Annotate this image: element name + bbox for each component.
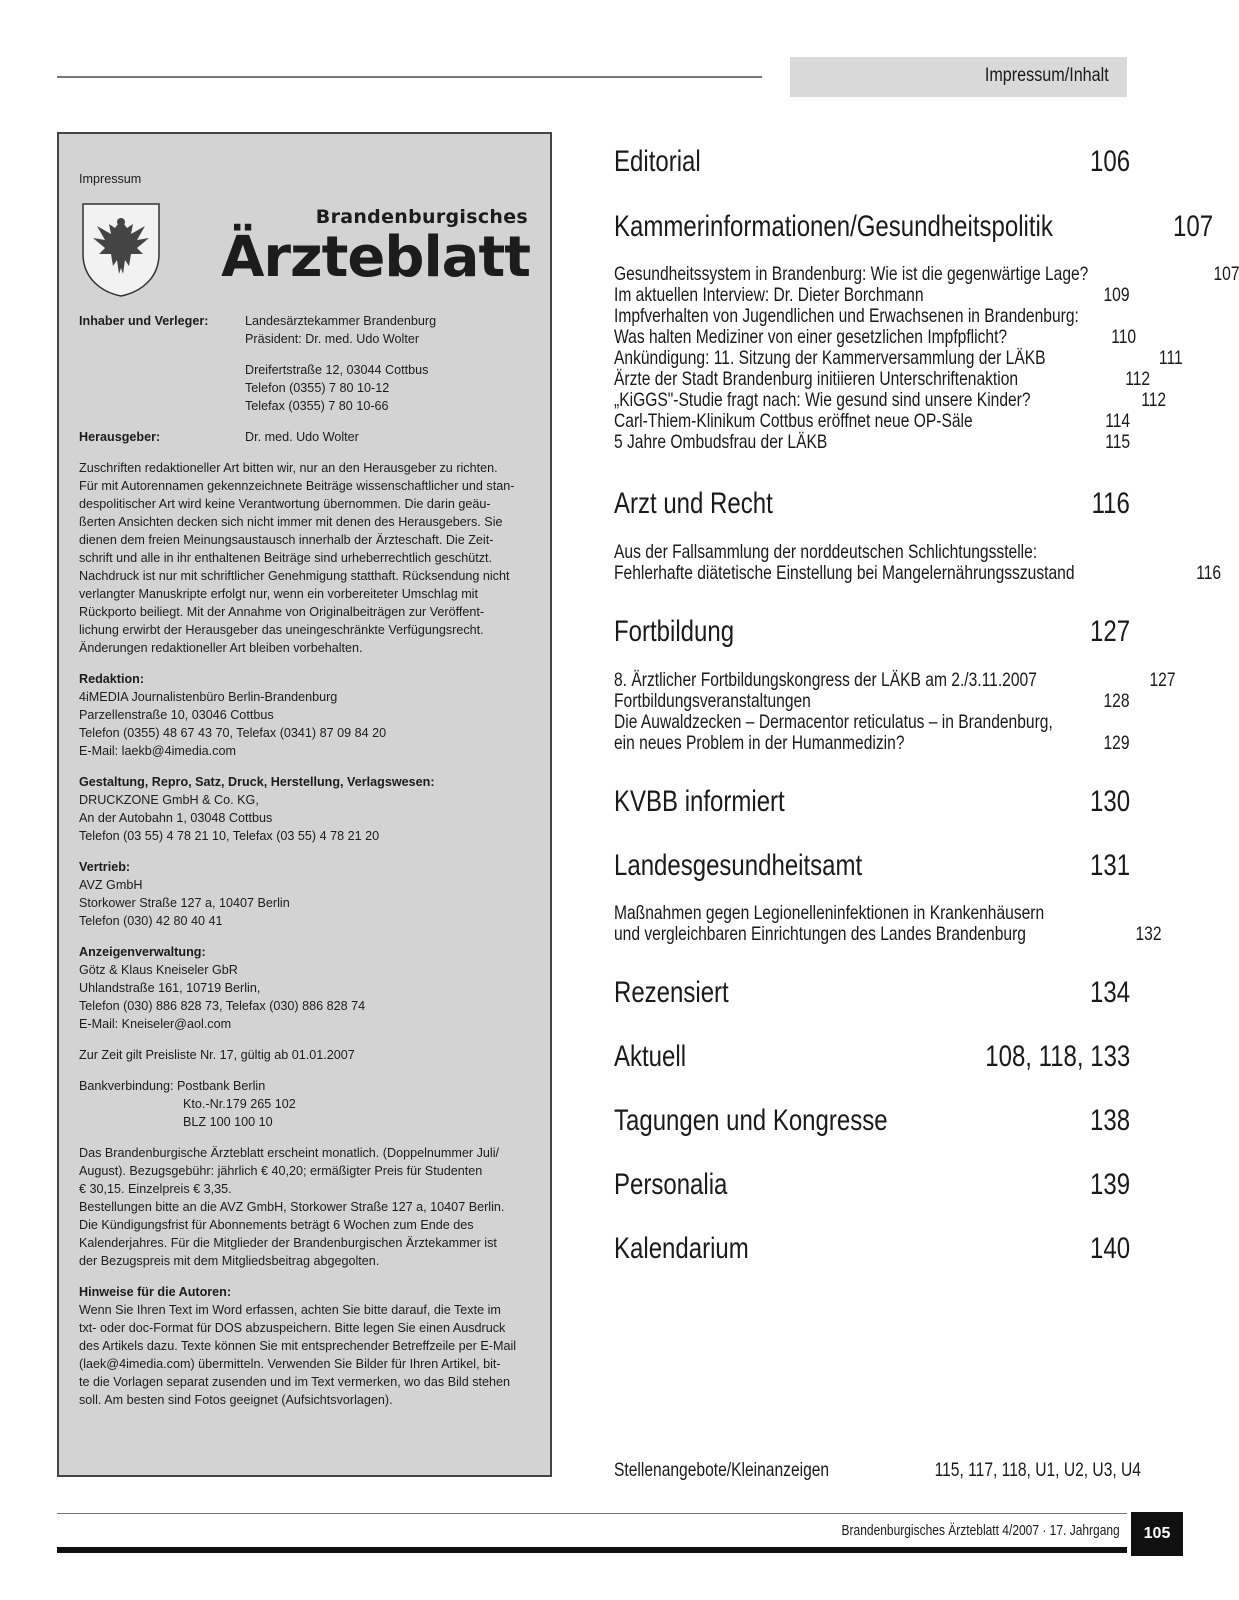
author-notes-line: te die Vorlagen separat zusenden und im Text vermerken, wo das Bild stehen	[79, 1375, 511, 1389]
author-notes-line: Wenn Sie Ihren Text im Word erfassen, achten Sie bitte darauf, die Texte im	[79, 1303, 501, 1317]
disclaimer-line: Für mit Autorennamen gekennzeichnete Beiträge wissenschaftlicher und stan-	[79, 479, 515, 493]
footer-rule	[57, 1513, 1127, 1514]
toc-item[interactable]	[614, 263, 1239, 285]
bank-details	[79, 1077, 530, 1131]
toc-item[interactable]	[614, 411, 1130, 432]
toc-item-page: 107	[1213, 263, 1239, 285]
disclaimer-line: Rückporto beiliegt. Mit der Annahme von Originalbeiträgen zur Veröffent-	[79, 605, 485, 619]
address-line: Telefon (0355) 7 80 10-12	[245, 381, 390, 395]
toc-item-title: Stellenangebote/Kleinanzeigen	[614, 1459, 830, 1481]
ads-line: Uhlandstraße 161, 10719 Berlin,	[79, 981, 261, 995]
toc-section-page: 108, 118, 133	[984, 1040, 1130, 1073]
address-line: Telefax (0355) 7 80 10-66	[245, 399, 389, 413]
toc-item[interactable]	[614, 347, 1184, 369]
toc-item[interactable]	[614, 669, 1176, 691]
toc-item-title: Was halten Mediziner von einer gesetzlichen Impfpflicht?	[614, 326, 1008, 348]
toc-item-page: 116	[1195, 562, 1221, 584]
production-contact	[79, 773, 530, 845]
toc-item[interactable]	[614, 368, 1151, 390]
distribution-contact	[79, 858, 530, 930]
author-notes-line: soll. Am besten sind Fotos geeignet (Aufsichtsvorlagen).	[79, 1393, 393, 1407]
toc-section-page: 127	[1089, 615, 1130, 648]
toc-item[interactable]	[614, 562, 1221, 584]
toc-item-title: ein neues Problem in der Humanmedizin?	[614, 732, 905, 754]
toc-item-page: 111	[1159, 347, 1184, 369]
author-notes-line: des Artikels dazu. Texte können Sie mit entsprechender Betreffzeile per E-Mail	[79, 1339, 517, 1353]
toc-item-page: 127	[1149, 669, 1176, 691]
toc-item-page: 112	[1140, 389, 1166, 411]
distribution-heading: Vertrieb:	[79, 860, 131, 874]
toc-item[interactable]	[614, 285, 1130, 306]
owner-block	[79, 312, 530, 348]
toc-section-page: 140	[1089, 1232, 1130, 1265]
subscription-paragraph	[79, 1144, 530, 1270]
toc-item-title: 5 Jahre Ombudsfrau der LÄKB	[614, 431, 828, 453]
toc-item[interactable]	[614, 432, 1130, 453]
distribution-line: AVZ GmbH	[79, 878, 143, 892]
masthead-subtitle: Brandenburgisches	[315, 206, 528, 228]
author-notes-heading: Hinweise für die Autoren:	[79, 1285, 232, 1299]
toc-item-page: 129	[1103, 732, 1130, 754]
toc-section-title: Personalia	[614, 1168, 728, 1201]
disclaimer-line: Nachdruck ist nur mit schriftlicher Genehmigung statthaft. Rücksendung nicht	[79, 569, 510, 583]
toc-item-title: Fehlerhafte diätetische Einstellung bei Mangelernährungsszustand	[614, 562, 1075, 584]
disclaimer-line: lichung erwirbt der Herausgeber das uneingeschränkte Verfügungsrecht.	[79, 623, 484, 637]
editorial-email: E-Mail: laekb@4imedia.com	[79, 744, 236, 758]
toc-item-page: 109	[1103, 284, 1130, 306]
toc-section-page: 139	[1089, 1168, 1130, 1201]
production-line: DRUCKZONE GmbH & Co. KG,	[79, 793, 259, 807]
publisher-value: Dr. med. Udo Wolter	[245, 430, 359, 444]
toc-item[interactable]	[614, 306, 1130, 327]
toc-section-page: 116	[1091, 487, 1130, 520]
toc-item[interactable]	[614, 923, 1162, 945]
top-rule	[57, 76, 762, 78]
toc-section-page: 106	[1089, 145, 1130, 178]
owner-line: Präsident: Dr. med. Udo Wolter	[245, 332, 420, 346]
bank-label: Bankverbindung: Postbank Berlin	[79, 1079, 266, 1093]
publisher-key: Herausgeber:	[79, 430, 161, 444]
owner-key: Inhaber und Verleger:	[79, 314, 209, 328]
editorial-line: 4iMEDIA Journalistenbüro Berlin-Brandenburg	[79, 690, 338, 704]
disclaimer-line: schrift und alle in ihr enthaltenen Beiträge sind urheberrechtlich geschützt.	[79, 551, 493, 565]
toc-item-page: 132	[1135, 923, 1162, 945]
toc-section-title: Rezensiert	[614, 976, 729, 1009]
toc-item-page: 115	[1105, 431, 1130, 453]
subscription-line: Kalenderjahres. Für die Mitglieder der Brandenburgischen Ärztekammer ist	[79, 1236, 497, 1250]
toc-section-page: 107	[1172, 210, 1213, 243]
toc-section-aktuell[interactable]	[614, 1040, 1130, 1074]
disclaimer-line: despolitischer Art wird keine Verantwortung übernommen. Die darin geäu-	[79, 497, 491, 511]
toc-item-page: 115, 117, 118, U1, U2, U3, U4	[934, 1459, 1141, 1481]
toc-classifieds[interactable]	[614, 1459, 1141, 1481]
toc-item-title: Impfverhalten von Jugendlichen und Erwachsenen in Brandenburg:	[614, 305, 1079, 327]
toc-item-page: 114	[1105, 410, 1130, 432]
toc-section-lga[interactable]	[614, 849, 1130, 883]
production-heading: Gestaltung, Repro, Satz, Druck, Herstellung, Verlagswesen:	[79, 775, 435, 789]
disclaimer-line: Zuschriften redaktioneller Art bitten wir, nur an den Herausgeber zu richten.	[79, 461, 498, 475]
toc-section-personalia[interactable]	[614, 1168, 1130, 1202]
owner-line: Landesärztekammer Brandenburg	[245, 314, 437, 328]
subscription-line: Die Kündigungsfrist für Abonnements beträgt 6 Wochen zum Ende des	[79, 1218, 474, 1232]
bank-account: Kto.-Nr.179 265 102	[183, 1097, 296, 1111]
ads-line: Götz & Klaus Kneiseler GbR	[79, 963, 238, 977]
toc-item[interactable]	[614, 389, 1166, 411]
toc-item[interactable]	[614, 326, 1137, 348]
toc-item[interactable]	[614, 712, 1130, 733]
coat-of-arms-icon	[81, 202, 161, 298]
distribution-line: Storkower Straße 127 a, 10407 Berlin	[79, 896, 290, 910]
toc-section-kalendarium[interactable]	[614, 1232, 1130, 1266]
toc-section-editorial[interactable]	[614, 145, 1130, 179]
toc-item-title: Ankündigung: 11. Sitzung der Kammerversammlung der LÄKB	[614, 347, 1046, 369]
toc-section-rezensiert[interactable]	[614, 976, 1130, 1010]
toc-section-kvbb[interactable]	[614, 785, 1130, 819]
disclaimer-line: Änderungen redaktioneller Art bleiben vorbehalten.	[79, 641, 363, 655]
page-number: 105	[1131, 1512, 1183, 1556]
bank-blz: BLZ 100 100 10	[183, 1115, 273, 1129]
subscription-line: der Bezugspreis mit dem Mitgliedsbeitrag abgegolten.	[79, 1254, 380, 1268]
toc-section-title: Landesgesundheitsamt	[614, 849, 863, 882]
toc-section-kammer[interactable]	[614, 210, 1213, 244]
toc-item-title: Fortbildungsveranstaltungen	[614, 690, 811, 712]
impressum-box	[57, 132, 552, 1477]
toc-item[interactable]	[614, 733, 1130, 754]
toc-section-recht[interactable]	[614, 487, 1130, 521]
production-line: Telefon (03 55) 4 78 21 10, Telefax (03 55) 4 78 21 20	[79, 829, 380, 843]
ads-heading: Anzeigenverwaltung:	[79, 945, 206, 959]
subscription-line: Bestellungen bitte an die AVZ GmbH, Storkower Straße 127 a, 10407 Berlin.	[79, 1200, 505, 1214]
address-line: Dreifertstraße 12, 03044 Cottbus	[245, 363, 429, 377]
toc-item-title: Carl-Thiem-Klinikum Cottbus eröffnet neue OP-Säle	[614, 410, 973, 432]
ads-email: E-Mail: Kneiseler@aol.com	[79, 1017, 232, 1031]
pricelist-note: Zur Zeit gilt Preisliste Nr. 17, gültig ab 01.01.2007	[79, 1048, 355, 1062]
toc-item-page: 128	[1103, 690, 1130, 712]
toc-section-page: 138	[1089, 1104, 1130, 1137]
toc-section-tagungen[interactable]	[614, 1104, 1130, 1138]
masthead	[79, 202, 530, 312]
masthead-title: Ärzteblatt	[221, 225, 530, 290]
toc-section-title: Kalendarium	[614, 1232, 749, 1265]
toc-section-fortbildung[interactable]	[614, 615, 1130, 649]
toc-item-title: Ärzte der Stadt Brandenburg initiieren Unterschriftenaktion	[614, 368, 1019, 390]
impressum-label: Impressum	[79, 172, 142, 186]
toc-item-page: 112	[1125, 368, 1151, 390]
toc-item-title: Im aktuellen Interview: Dr. Dieter Borchmann	[614, 284, 924, 306]
section-title: Impressum/Inhalt	[985, 65, 1109, 86]
toc-item-title: Gesundheitssystem in Brandenburg: Wie ist die gegenwärtige Lage?	[614, 263, 1089, 285]
toc-section-page: 130	[1089, 785, 1130, 818]
toc-section-title: Fortbildung	[614, 615, 735, 648]
toc-section-title: Kammerinformationen/Gesundheitspolitik	[614, 210, 1053, 243]
disclaimer-line: dienen dem freien Meinungsaustausch innerhalb der Ärzteschaft. Die Zeit-	[79, 533, 494, 547]
owner-address	[245, 361, 530, 415]
editorial-line: Parzellenstraße 10, 03046 Cottbus	[79, 708, 274, 722]
toc-section-page: 134	[1089, 976, 1130, 1009]
author-notes	[79, 1283, 530, 1409]
toc-item-title: Maßnahmen gegen Legionelleninfektionen in Krankenhäusern	[614, 902, 1045, 924]
toc-section-title: Arzt und Recht	[614, 487, 773, 520]
subscription-line: Das Brandenburgische Ärzteblatt erscheint monatlich. (Doppelnummer Juli/	[79, 1146, 499, 1160]
toc-item-title: 8. Ärztlicher Fortbildungskongress der LÄKB am 2./3.11.2007	[614, 669, 1037, 691]
editorial-line: Telefon (0355) 48 67 43 70, Telefax (0341) 87 09 84 20	[79, 726, 387, 740]
production-line: An der Autobahn 1, 03048 Cottbus	[79, 811, 273, 825]
toc-item-title: und vergleichbaren Einrichtungen des Landes Brandenburg	[614, 923, 1026, 945]
footer-thick-rule	[57, 1547, 1127, 1553]
disclaimer-line: ßerten Ansichten decken sich nicht immer mit denen des Herausgebers. Sie	[79, 515, 503, 529]
editorial-heading: Redaktion:	[79, 672, 145, 686]
toc-section-title: KVBB informiert	[614, 785, 785, 818]
toc-item-title: Aus der Fallsammlung der norddeutschen Schlichtungsstelle:	[614, 541, 1038, 563]
toc-section-page: 131	[1089, 849, 1130, 882]
author-notes-line: txt- oder doc-Format für DOS abzuspeichern. Bitte legen Sie einen Ausdruck	[79, 1321, 506, 1335]
toc-item-title: „KiGGS"-Studie fragt nach: Wie gesund sind unsere Kinder?	[614, 389, 1031, 411]
footer-journal	[690, 1522, 1120, 1539]
publisher-block	[79, 428, 530, 446]
footer-journal-text: Brandenburgisches Ärzteblatt 4/2007 · 17. Jahrgang	[841, 1522, 1120, 1539]
toc-item-page: 110	[1111, 326, 1137, 348]
disclaimer-paragraph	[79, 459, 530, 657]
subscription-line: August). Bezugsgebühr: jährlich € 40,20; ermäßigter Preis für Studenten	[79, 1164, 483, 1178]
editorial-contact	[79, 670, 530, 760]
toc-item[interactable]	[614, 691, 1130, 712]
subscription-line: € 30,15. Einzelpreis € 3,35.	[79, 1182, 232, 1196]
ads-contact	[79, 943, 530, 1033]
toc-section-title: Tagungen und Kongresse	[614, 1104, 888, 1137]
ads-line: Telefon (030) 886 828 73, Telefax (030) 886 828 74	[79, 999, 366, 1013]
toc-section-title: Editorial	[614, 145, 701, 178]
disclaimer-line: verlangter Manuskripte erfolgt nur, wenn ein vorbereiteter Umschlag mit	[79, 587, 478, 601]
toc-item-title: Die Auwaldzecken – Dermacentor reticulatus – in Brandenburg,	[614, 711, 1053, 733]
section-tab	[790, 57, 1127, 97]
distribution-line: Telefon (030) 42 80 40 41	[79, 914, 223, 928]
author-notes-line: (laek@4imedia.com) übermitteln. Verwenden Sie Bilder für Ihren Artikel, bit-	[79, 1357, 501, 1371]
toc-item[interactable]	[614, 903, 1130, 924]
toc-item[interactable]	[614, 542, 1130, 563]
toc-section-title: Aktuell	[614, 1040, 687, 1073]
